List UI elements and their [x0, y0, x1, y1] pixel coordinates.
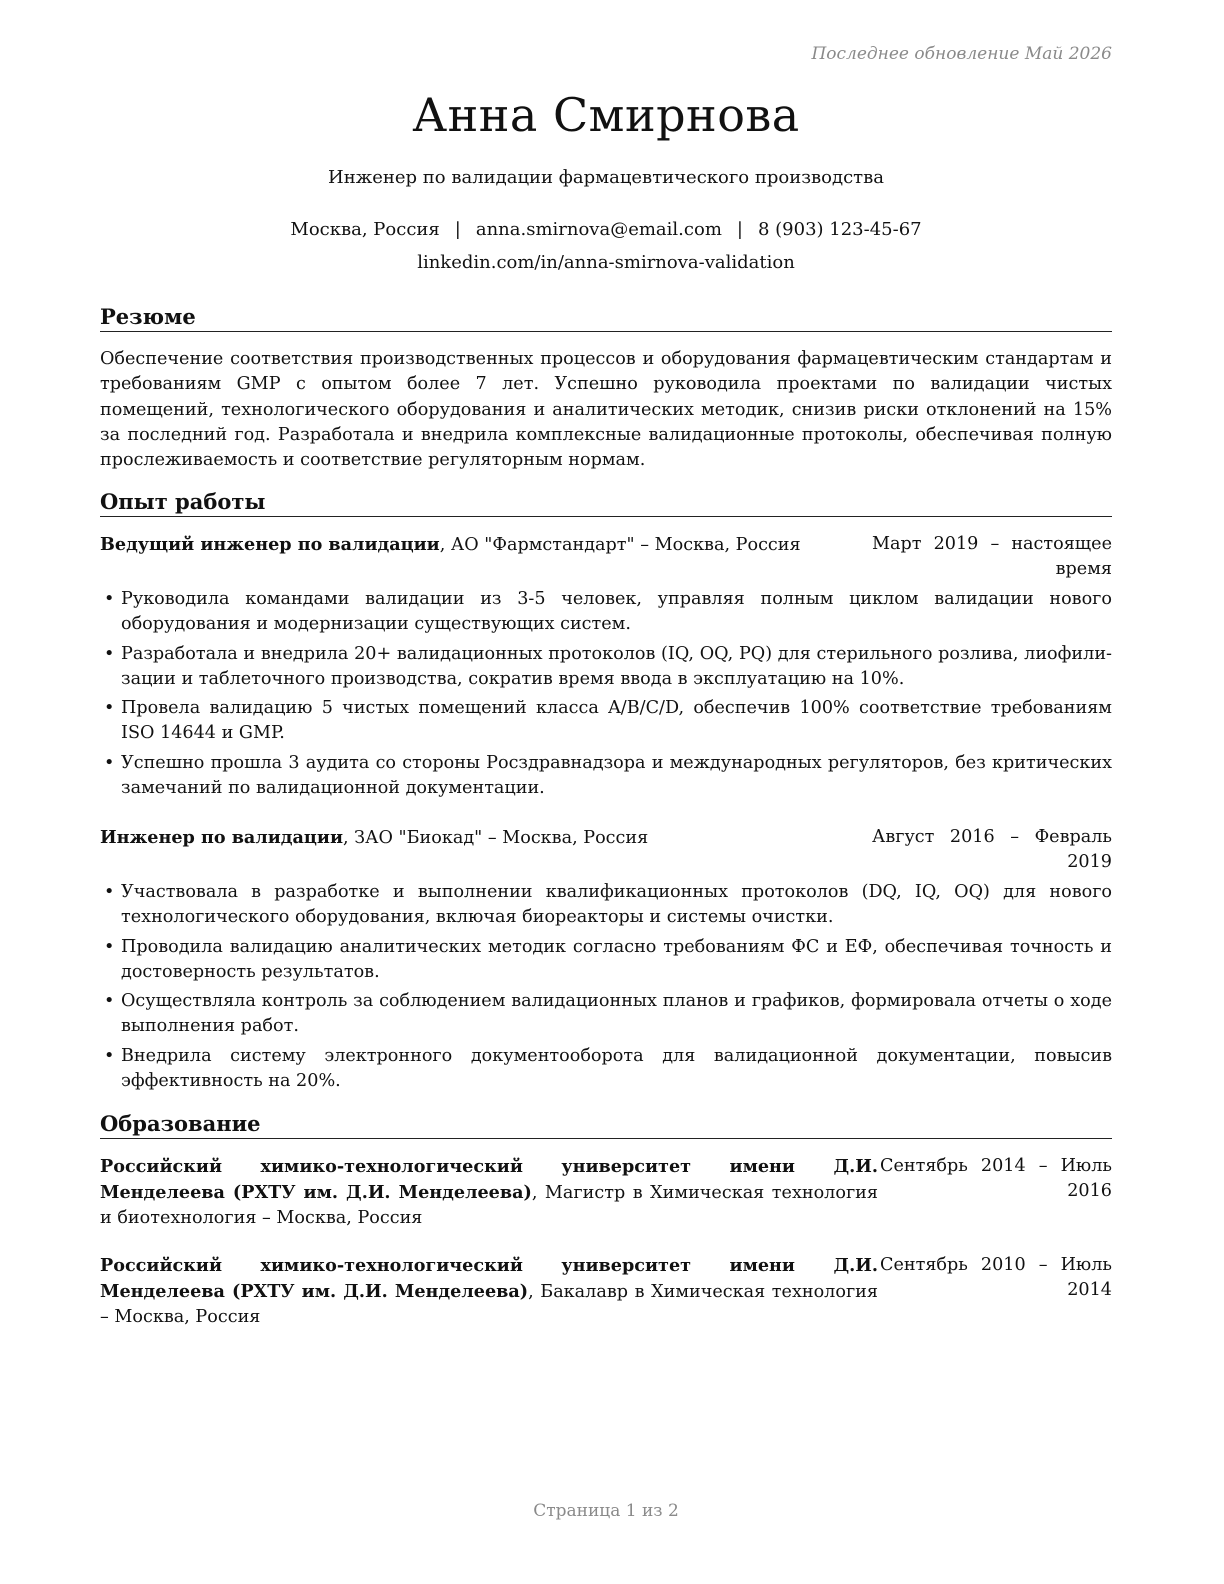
- list-item: [100, 989, 1112, 1039]
- list-item: [100, 696, 1112, 746]
- list-item: [100, 880, 1112, 930]
- bullet-text: Успешно прошла 3 аудита со стороны Росздравнадзора и международных регуляторов, без критических замечаний по валидационной документации.: [121, 752, 1112, 798]
- job-bullets: [100, 880, 1112, 1098]
- location-text: Москва, Россия: [290, 219, 440, 240]
- education-dates: Сентябрь 2014 – Июль 2016: [880, 1156, 1112, 1201]
- bullet-text: Осуществляла контроль за соблюдением валидационных планов и графиков, формировала отчеты о ходе выполнения работ.: [121, 991, 1112, 1036]
- bullet-icon: •: [104, 643, 115, 664]
- page-number: Страница 1 из 2: [533, 1501, 679, 1521]
- job-company: , АО "Фармстандарт" – Москва, Россия: [439, 535, 801, 555]
- candidate-title: Инженер по валидации фармацевтического производства: [328, 167, 884, 188]
- job-dates: Август 2016 – Февраль 2019: [872, 827, 1112, 872]
- section-heading-experience: Опыт работы: [100, 489, 1112, 517]
- bullet-icon: •: [104, 936, 115, 957]
- phone-text: 8 (903) 123-45-67: [757, 219, 922, 240]
- education-school: Российский химико-технологический университет имени Д.И. Менделеева (РХТУ им. Д.И. Менделеева): [100, 1255, 878, 1302]
- list-item: [100, 935, 1112, 985]
- education-dates: Сентябрь 2010 – Июль 2014: [880, 1255, 1112, 1300]
- bullet-icon: •: [104, 882, 115, 902]
- section-heading-education: Образование: [100, 1111, 1112, 1139]
- education-school: Российский химико-технологический университет имени Д.И. Менделеева (РХТУ им. Д.И. Менделеева): [100, 1156, 878, 1203]
- education-entry: [100, 1154, 1112, 1231]
- job-title: [100, 532, 860, 558]
- section-heading-summary: Резюме: [100, 304, 1112, 332]
- list-item: [100, 587, 1112, 637]
- education-title: [100, 1154, 878, 1231]
- bullet-icon: •: [104, 991, 115, 1011]
- education-detail: , Бакалавр в Химическая технология – Москва, Россия: [100, 1282, 878, 1327]
- bullet-icon: •: [104, 1045, 115, 1066]
- education-entry: [100, 1253, 1112, 1330]
- bullet-text: Провела валидацию 5 чистых помещений класса A/B/C/D, обеспечив 100% соответствие требованиям ISO 14644 и GMP.: [121, 698, 1112, 743]
- job-header: [100, 825, 1112, 875]
- contact-line: [100, 219, 1112, 240]
- job-role: Ведущий инженер по валидации: [100, 534, 440, 555]
- list-item: [100, 1044, 1112, 1094]
- education-detail: , Магистр в Химическая технология и биотехнология – Москва, Россия: [100, 1183, 878, 1228]
- job-title: [100, 825, 860, 851]
- resume-page: [100, 0, 1112, 1584]
- bullet-icon: •: [104, 752, 115, 773]
- contact-separator: |: [736, 219, 743, 240]
- bullet-text: Разработала и внедрила 20+ валидационных протоколов (IQ, OQ, PQ) для стерильного розлива, лиофилизации и таблеточного производства, сократив время ввода в эксплуатацию на 10%.: [121, 643, 1112, 689]
- candidate-name: Анна Смирнова: [412, 88, 800, 142]
- job-company: , ЗАО "Биокад" – Москва, Россия: [343, 828, 649, 848]
- bullet-text: Участвовала в разработке и выполнении квалификационных протоколов (DQ, IQ, OQ) для нового технологического оборудования, включая биореакторы и системы очистки.: [121, 882, 1112, 927]
- job-role: Инженер по валидации: [100, 827, 343, 848]
- contact-separator: |: [454, 219, 461, 240]
- job-dates: Март 2019 – настоящее время: [872, 534, 1112, 579]
- email-link[interactable]: anna.smirnova@email.com: [475, 219, 722, 240]
- list-item: [100, 642, 1112, 692]
- list-item: [100, 751, 1112, 801]
- last-updated-note: Последнее обновление Май 2026: [811, 44, 1112, 64]
- job-bullets: [100, 587, 1112, 805]
- bullet-icon: •: [104, 698, 115, 718]
- bullet-text: Внедрила систему электронного документооборота для валидационной документации, повысив эффективность на 20%.: [121, 1045, 1112, 1091]
- bullet-text: Руководила командами валидации из 3-5 человек, управляя полным циклом валидации нового оборудования и модернизации существующих систем.: [121, 589, 1112, 634]
- bullet-text: Проводила валидацию аналитических методик согласно требованиям ФС и ЕФ, обеспечивая точность и достоверность результатов.: [121, 936, 1112, 982]
- summary-text: Обеспечение соответствия производственных процессов и оборудования фармацевтическим стандартам и требованиям GMP с опытом более 7 лет. Успешно руководила проектами по валидации чистых помещений, технологического оборудования и аналитических методик, снизив риски отклонений на 15% за последний год. Разработала и внедрила комплексные валидационные протоколы, обеспечивая полную прослеживаемость и соответствие регуляторным нормам.: [100, 349, 1112, 471]
- bullet-icon: •: [104, 589, 115, 609]
- job-header: [100, 532, 1112, 582]
- linkedin-link[interactable]: linkedin.com/in/anna-smirnova-validation: [417, 252, 795, 273]
- education-title: [100, 1253, 878, 1330]
